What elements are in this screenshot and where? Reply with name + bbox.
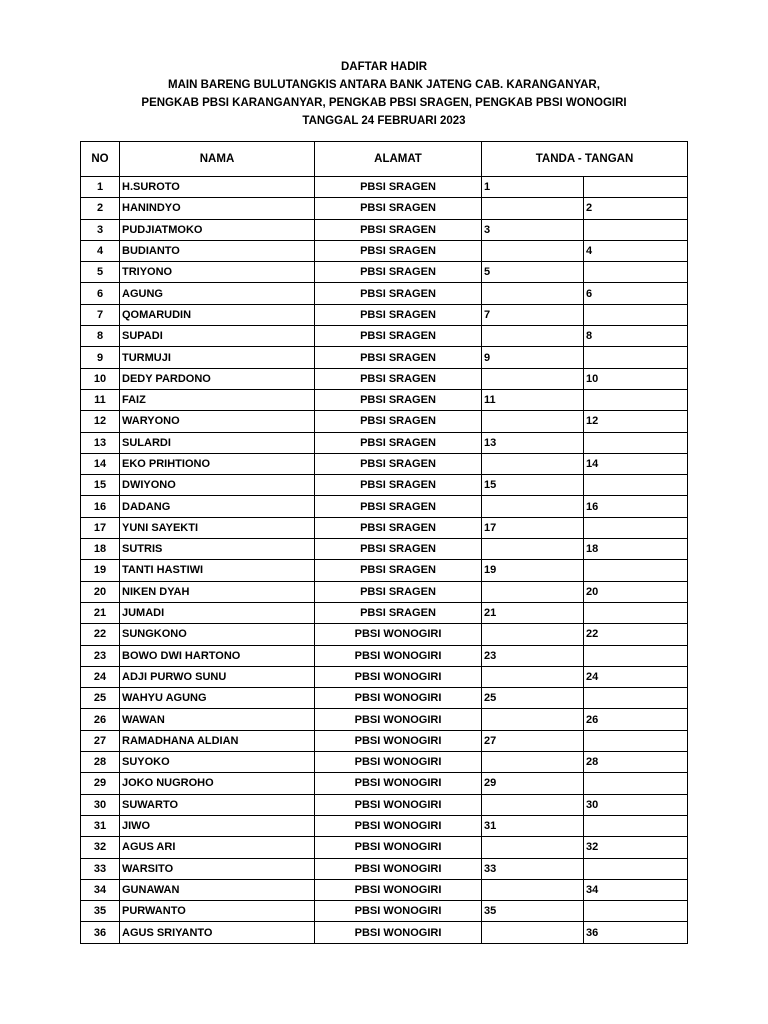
- cell-signature-left: 29: [482, 773, 584, 794]
- cell-no: 36: [81, 922, 120, 943]
- cell-alamat: PBSI SRAGEN: [315, 517, 482, 538]
- cell-signature-right: 26: [584, 709, 688, 730]
- cell-signature-right: 18: [584, 539, 688, 560]
- table-row: [81, 198, 688, 219]
- cell-alamat: PBSI SRAGEN: [315, 560, 482, 581]
- cell-nama: FAIZ: [120, 389, 315, 410]
- cell-no: 24: [81, 666, 120, 687]
- cell-nama: PURWANTO: [120, 901, 315, 922]
- cell-no: 2: [81, 198, 120, 219]
- cell-signature-left: [482, 539, 584, 560]
- cell-signature-left: [482, 709, 584, 730]
- cell-nama: SUNGKONO: [120, 624, 315, 645]
- cell-alamat: PBSI WONOGIRI: [315, 752, 482, 773]
- cell-signature-left: 23: [482, 645, 584, 666]
- cell-nama: JOKO NUGROHO: [120, 773, 315, 794]
- table-row: [81, 539, 688, 560]
- cell-signature-right: [584, 815, 688, 836]
- cell-alamat: PBSI WONOGIRI: [315, 837, 482, 858]
- cell-no: 29: [81, 773, 120, 794]
- table-row: [81, 326, 688, 347]
- cell-alamat: PBSI SRAGEN: [315, 304, 482, 325]
- cell-no: 26: [81, 709, 120, 730]
- cell-nama: WARSITO: [120, 858, 315, 879]
- cell-signature-left: [482, 411, 584, 432]
- cell-no: 18: [81, 539, 120, 560]
- table-row: [81, 240, 688, 261]
- table-row: [81, 368, 688, 389]
- cell-signature-left: 7: [482, 304, 584, 325]
- col-header-nama: NAMA: [120, 142, 315, 177]
- table-row: [81, 219, 688, 240]
- table-row: [81, 304, 688, 325]
- cell-nama: H.SUROTO: [120, 177, 315, 198]
- cell-no: 28: [81, 752, 120, 773]
- cell-signature-left: 19: [482, 560, 584, 581]
- table-row: [81, 624, 688, 645]
- cell-nama: EKO PRIHTIONO: [120, 453, 315, 474]
- cell-nama: GUNAWAN: [120, 879, 315, 900]
- cell-signature-left: [482, 922, 584, 943]
- table-row: [81, 177, 688, 198]
- table-row: [81, 922, 688, 943]
- cell-alamat: PBSI SRAGEN: [315, 581, 482, 602]
- cell-alamat: PBSI SRAGEN: [315, 240, 482, 261]
- cell-nama: TURMUJI: [120, 347, 315, 368]
- participants-line: PENGKAB PBSI KARANGANYAR, PENGKAB PBSI SRAGEN, PENGKAB PBSI WONOGIRI: [141, 97, 627, 109]
- cell-no: 6: [81, 283, 120, 304]
- cell-nama: DADANG: [120, 496, 315, 517]
- cell-alamat: PBSI WONOGIRI: [315, 666, 482, 687]
- cell-alamat: PBSI WONOGIRI: [315, 879, 482, 900]
- cell-alamat: PBSI WONOGIRI: [315, 794, 482, 815]
- cell-nama: TANTI HASTIWI: [120, 560, 315, 581]
- cell-nama: PUDJIATMOKO: [120, 219, 315, 240]
- cell-alamat: PBSI WONOGIRI: [315, 901, 482, 922]
- cell-alamat: PBSI WONOGIRI: [315, 730, 482, 751]
- table-row: [81, 581, 688, 602]
- table-row: [81, 752, 688, 773]
- cell-nama: QOMARUDIN: [120, 304, 315, 325]
- cell-signature-right: 10: [584, 368, 688, 389]
- cell-signature-right: 16: [584, 496, 688, 517]
- cell-no: 8: [81, 326, 120, 347]
- cell-alamat: PBSI WONOGIRI: [315, 709, 482, 730]
- cell-no: 7: [81, 304, 120, 325]
- cell-nama: DWIYONO: [120, 475, 315, 496]
- cell-signature-right: [584, 688, 688, 709]
- date-line: TANGGAL 24 FEBRUARI 2023: [302, 115, 466, 127]
- table-row: [81, 496, 688, 517]
- cell-nama: ADJI PURWO SUNU: [120, 666, 315, 687]
- cell-signature-left: 1: [482, 177, 584, 198]
- cell-alamat: PBSI SRAGEN: [315, 602, 482, 623]
- cell-nama: JUMADI: [120, 602, 315, 623]
- cell-no: 11: [81, 389, 120, 410]
- cell-signature-right: [584, 262, 688, 283]
- table-row: [81, 794, 688, 815]
- cell-signature-left: [482, 368, 584, 389]
- cell-alamat: PBSI SRAGEN: [315, 475, 482, 496]
- table-row: [81, 262, 688, 283]
- cell-signature-right: 4: [584, 240, 688, 261]
- cell-nama: TRIYONO: [120, 262, 315, 283]
- cell-nama: SUPADI: [120, 326, 315, 347]
- cell-nama: SUTRIS: [120, 539, 315, 560]
- cell-no: 4: [81, 240, 120, 261]
- cell-signature-right: [584, 560, 688, 581]
- col-header-tanda-tangan: TANDA - TANGAN: [482, 142, 688, 177]
- cell-alamat: PBSI WONOGIRI: [315, 645, 482, 666]
- cell-signature-left: 31: [482, 815, 584, 836]
- cell-signature-right: [584, 347, 688, 368]
- cell-nama: JIWO: [120, 815, 315, 836]
- cell-signature-right: 6: [584, 283, 688, 304]
- cell-no: 31: [81, 815, 120, 836]
- attendance-table: [80, 141, 688, 944]
- cell-no: 10: [81, 368, 120, 389]
- col-header-no: NO: [81, 142, 120, 177]
- cell-no: 30: [81, 794, 120, 815]
- cell-no: 27: [81, 730, 120, 751]
- cell-no: 3: [81, 219, 120, 240]
- cell-nama: AGUNG: [120, 283, 315, 304]
- cell-alamat: PBSI SRAGEN: [315, 262, 482, 283]
- cell-signature-left: [482, 496, 584, 517]
- cell-signature-left: [482, 837, 584, 858]
- cell-alamat: PBSI SRAGEN: [315, 283, 482, 304]
- cell-no: 35: [81, 901, 120, 922]
- cell-nama: RAMADHANA ALDIAN: [120, 730, 315, 751]
- cell-alamat: PBSI WONOGIRI: [315, 688, 482, 709]
- table-row: [81, 815, 688, 836]
- cell-signature-left: [482, 879, 584, 900]
- cell-signature-right: 12: [584, 411, 688, 432]
- table-row: [81, 645, 688, 666]
- cell-alamat: PBSI SRAGEN: [315, 496, 482, 517]
- cell-signature-left: [482, 666, 584, 687]
- cell-nama: WARYONO: [120, 411, 315, 432]
- cell-nama: BUDIANTO: [120, 240, 315, 261]
- cell-no: 12: [81, 411, 120, 432]
- cell-signature-right: [584, 219, 688, 240]
- cell-signature-right: [584, 645, 688, 666]
- cell-signature-right: [584, 901, 688, 922]
- table-row: [81, 602, 688, 623]
- cell-no: 34: [81, 879, 120, 900]
- cell-signature-left: [482, 240, 584, 261]
- cell-alamat: PBSI SRAGEN: [315, 432, 482, 453]
- table-row: [81, 411, 688, 432]
- cell-nama: SULARDI: [120, 432, 315, 453]
- cell-signature-left: [482, 581, 584, 602]
- cell-signature-right: [584, 475, 688, 496]
- cell-signature-right: 14: [584, 453, 688, 474]
- cell-nama: BOWO DWI HARTONO: [120, 645, 315, 666]
- cell-signature-left: 21: [482, 602, 584, 623]
- cell-no: 15: [81, 475, 120, 496]
- cell-signature-left: 33: [482, 858, 584, 879]
- table-row: [81, 688, 688, 709]
- cell-alamat: PBSI SRAGEN: [315, 219, 482, 240]
- table-row: [81, 560, 688, 581]
- table-row: [81, 389, 688, 410]
- cell-no: 19: [81, 560, 120, 581]
- cell-nama: AGUS SRIYANTO: [120, 922, 315, 943]
- table-row: [81, 453, 688, 474]
- cell-signature-left: [482, 752, 584, 773]
- cell-signature-left: [482, 283, 584, 304]
- cell-nama: DEDY PARDONO: [120, 368, 315, 389]
- cell-alamat: PBSI SRAGEN: [315, 347, 482, 368]
- table-row: [81, 709, 688, 730]
- cell-nama: AGUS ARI: [120, 837, 315, 858]
- cell-nama: NIKEN DYAH: [120, 581, 315, 602]
- table-row: [81, 517, 688, 538]
- cell-signature-right: [584, 517, 688, 538]
- cell-signature-left: 11: [482, 389, 584, 410]
- cell-signature-left: [482, 198, 584, 219]
- cell-alamat: PBSI SRAGEN: [315, 389, 482, 410]
- cell-signature-right: 32: [584, 837, 688, 858]
- cell-no: 9: [81, 347, 120, 368]
- table-row: [81, 901, 688, 922]
- cell-alamat: PBSI WONOGIRI: [315, 773, 482, 794]
- cell-signature-right: 30: [584, 794, 688, 815]
- cell-signature-left: 9: [482, 347, 584, 368]
- cell-alamat: PBSI WONOGIRI: [315, 624, 482, 645]
- col-header-alamat: ALAMAT: [315, 142, 482, 177]
- cell-alamat: PBSI SRAGEN: [315, 326, 482, 347]
- table-row: [81, 837, 688, 858]
- cell-nama: SUWARTO: [120, 794, 315, 815]
- cell-signature-left: 25: [482, 688, 584, 709]
- cell-no: 1: [81, 177, 120, 198]
- table-row: [81, 666, 688, 687]
- cell-signature-right: 2: [584, 198, 688, 219]
- cell-no: 5: [81, 262, 120, 283]
- cell-signature-right: [584, 177, 688, 198]
- cell-no: 17: [81, 517, 120, 538]
- table-row: [81, 879, 688, 900]
- cell-signature-left: 27: [482, 730, 584, 751]
- cell-alamat: PBSI SRAGEN: [315, 177, 482, 198]
- cell-signature-right: [584, 773, 688, 794]
- cell-no: 33: [81, 858, 120, 879]
- cell-signature-right: 20: [584, 581, 688, 602]
- cell-nama: HANINDYO: [120, 198, 315, 219]
- cell-nama: SUYOKO: [120, 752, 315, 773]
- cell-signature-right: [584, 730, 688, 751]
- cell-no: 21: [81, 602, 120, 623]
- cell-alamat: PBSI SRAGEN: [315, 539, 482, 560]
- cell-signature-right: [584, 602, 688, 623]
- table-row: [81, 347, 688, 368]
- cell-no: 22: [81, 624, 120, 645]
- cell-no: 16: [81, 496, 120, 517]
- cell-signature-right: 34: [584, 879, 688, 900]
- cell-signature-left: [482, 794, 584, 815]
- cell-signature-right: [584, 389, 688, 410]
- event-line: MAIN BARENG BULUTANGKIS ANTARA BANK JATENG CAB. KARANGANYAR,: [168, 79, 600, 91]
- cell-no: 20: [81, 581, 120, 602]
- cell-no: 32: [81, 837, 120, 858]
- cell-alamat: PBSI WONOGIRI: [315, 858, 482, 879]
- cell-signature-right: 28: [584, 752, 688, 773]
- cell-signature-left: 17: [482, 517, 584, 538]
- table-row: [81, 730, 688, 751]
- cell-no: 23: [81, 645, 120, 666]
- table-row: [81, 432, 688, 453]
- cell-signature-left: 15: [482, 475, 584, 496]
- table-row: [81, 475, 688, 496]
- doc-title: DAFTAR HADIR: [340, 61, 428, 73]
- cell-signature-left: [482, 326, 584, 347]
- cell-signature-left: 13: [482, 432, 584, 453]
- cell-signature-right: [584, 858, 688, 879]
- table-row: [81, 858, 688, 879]
- cell-signature-right: 22: [584, 624, 688, 645]
- cell-alamat: PBSI SRAGEN: [315, 368, 482, 389]
- cell-alamat: PBSI WONOGIRI: [315, 815, 482, 836]
- cell-alamat: PBSI WONOGIRI: [315, 922, 482, 943]
- cell-signature-right: 24: [584, 666, 688, 687]
- cell-signature-right: [584, 304, 688, 325]
- cell-signature-left: 5: [482, 262, 584, 283]
- cell-signature-left: 3: [482, 219, 584, 240]
- cell-nama: YUNI SAYEKTI: [120, 517, 315, 538]
- cell-alamat: PBSI SRAGEN: [315, 198, 482, 219]
- cell-nama: WAWAN: [120, 709, 315, 730]
- cell-signature-left: [482, 453, 584, 474]
- cell-alamat: PBSI SRAGEN: [315, 411, 482, 432]
- cell-alamat: PBSI SRAGEN: [315, 453, 482, 474]
- table-header-row: [81, 142, 688, 177]
- cell-signature-right: [584, 432, 688, 453]
- table-row: [81, 773, 688, 794]
- cell-no: 25: [81, 688, 120, 709]
- cell-signature-right: 36: [584, 922, 688, 943]
- table-row: [81, 283, 688, 304]
- cell-signature-right: 8: [584, 326, 688, 347]
- document-header: [0, 58, 768, 130]
- cell-no: 13: [81, 432, 120, 453]
- cell-signature-left: 35: [482, 901, 584, 922]
- cell-no: 14: [81, 453, 120, 474]
- cell-nama: WAHYU AGUNG: [120, 688, 315, 709]
- cell-signature-left: [482, 624, 584, 645]
